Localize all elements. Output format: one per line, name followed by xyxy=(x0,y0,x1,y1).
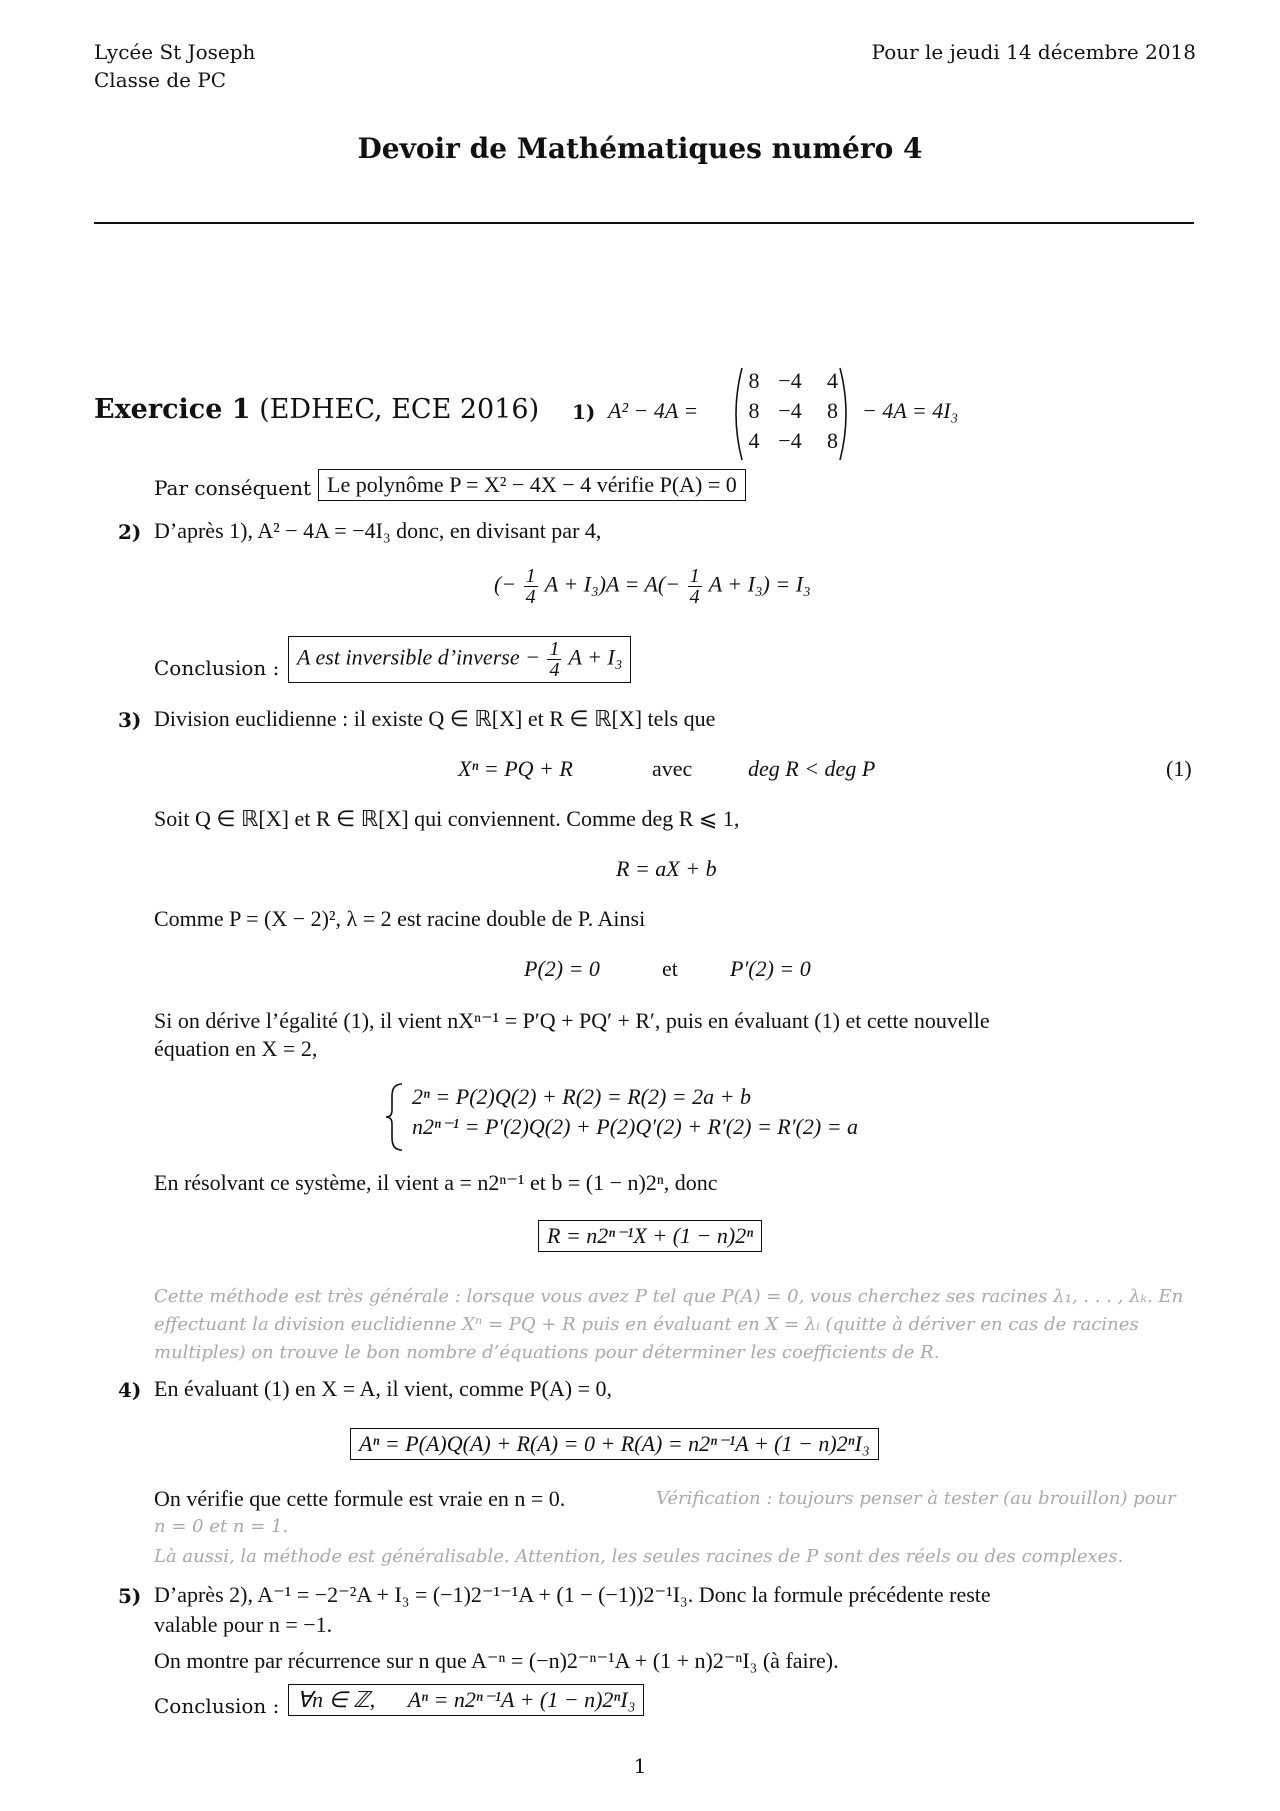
q1-conclude-label: Par conséquent xyxy=(154,476,312,500)
q5-number: 5) xyxy=(118,1584,142,1608)
frac-denominator: 4 xyxy=(549,659,560,681)
exercise-source: (EDHEC, ECE 2016) xyxy=(259,394,540,425)
page-title: Devoir de Mathématiques numéro 4 xyxy=(357,132,923,165)
q4-verif-note1: Vérification : toujours penser à tester (au brouillon) pour xyxy=(656,1488,1176,1509)
q5-line1: D’après 2), A⁻¹ = −2⁻²A + I₃ = (−1)2⁻¹⁻¹A + (1 − (−1))2⁻¹I₃. Donc la formule précédente reste xyxy=(154,1582,991,1607)
q3-derive-line2: équation en X = 2, xyxy=(154,1036,318,1061)
q3-avec: avec xyxy=(652,756,693,781)
q5-conclusion-label: Conclusion : xyxy=(154,1694,280,1718)
q5-line3: On montre par récurrence sur n que A⁻ⁿ = (−n)2⁻ⁿ⁻¹A + (1 + n)2⁻ⁿI₃ (à faire). xyxy=(154,1648,839,1673)
matrix-cell: −4 xyxy=(778,368,802,393)
exercise-heading xyxy=(94,394,539,425)
q4-generalisation-note: Là aussi, la méthode est généralisable. Attention, les seules racines de P sont des réels ou des complexes. xyxy=(154,1546,1124,1567)
q3-deg: deg R < deg P xyxy=(748,756,876,781)
matrix-cell: −4 xyxy=(778,428,802,453)
system-line2: n2ⁿ⁻¹ = P′(2)Q(2) + P(2)Q′(2) + R′(2) = R′(2) = a xyxy=(412,1114,859,1139)
q2-result-box xyxy=(288,636,631,683)
q2-box-part: A + I₃ xyxy=(568,644,623,670)
frac-numerator: 1 xyxy=(689,565,700,587)
q3-soit: Soit Q ∈ ℝ[X] et R ∈ ℝ[X] qui conviennent. Comme deg R ⩽ 1, xyxy=(154,806,740,831)
method-note-line1: Cette méthode est très générale : lorsque vous avez P tel que P(A) = 0, vous cherchez ses racines λ₁, . . . , λₖ. En xyxy=(154,1286,1184,1307)
matrix-cell: 8 xyxy=(827,398,838,423)
q3-resolve: En résolvant ce système, il vient a = n2ⁿ⁻¹ et b = (1 − n)2ⁿ, donc xyxy=(154,1170,718,1195)
q3-result-box: R = n2ⁿ⁻¹X + (1 − n)2ⁿ xyxy=(538,1220,762,1252)
title-rule xyxy=(94,222,1194,224)
frac-numerator: 1 xyxy=(549,638,560,660)
q4-verif-note2: n = 0 et n = 1. xyxy=(154,1516,289,1537)
system-line1: 2ⁿ = P(2)Q(2) + R(2) = R(2) = 2a + b xyxy=(412,1084,751,1109)
q3-text: Division euclidienne : il existe Q ∈ ℝ[X] et R ∈ ℝ[X] tels que xyxy=(154,706,716,731)
q4-text: En évaluant (1) en X = A, il vient, comme P(A) = 0, xyxy=(154,1376,612,1401)
q4-number: 4) xyxy=(118,1378,142,1402)
q3-pp2: P′(2) = 0 xyxy=(730,956,811,981)
q2-box-part: A est inversible d’inverse − xyxy=(297,644,540,670)
q2-equation xyxy=(494,566,811,607)
page-number: 1 xyxy=(633,1754,647,1778)
q3-number: 3) xyxy=(118,708,142,732)
q1-number: 1) xyxy=(572,400,596,424)
q4-result-box: Aⁿ = P(A)Q(A) + R(A) = 0 + R(A) = n2ⁿ⁻¹A + (1 − n)2ⁿI₃ xyxy=(350,1428,879,1460)
q2-text: D’après 1), A² − 4A = −4I₃ donc, en divisant par 4, xyxy=(154,518,602,543)
matrix-cell: 4 xyxy=(827,368,838,393)
q5-line2: valable pour n = −1. xyxy=(154,1612,333,1637)
school-name: Lycée St Joseph xyxy=(94,40,256,64)
matrix-cell: −4 xyxy=(778,398,802,423)
q2-eq-part: (− xyxy=(494,571,517,597)
q3-equation-tag: (1) xyxy=(1166,756,1192,781)
q2-number: 2) xyxy=(118,520,142,544)
frac-numerator: 1 xyxy=(525,565,536,587)
matrix-cell: 8 xyxy=(748,368,760,393)
class-name: Classe de PC xyxy=(94,68,227,92)
q3-derive-line1: Si on dérive l’égalité (1), il vient nXⁿ⁻¹ = P′Q + PQ′ + R′, puis en évaluant (1) et cette nouvelle xyxy=(154,1008,990,1033)
q2-eq-part: A + I₃) = I₃ xyxy=(708,571,811,597)
exercise-title: Exercice 1 xyxy=(94,394,251,425)
q5-result-box: ∀n ∈ ℤ, Aⁿ = n2ⁿ⁻¹A + (1 − n)2ⁿI₃ xyxy=(288,1684,644,1716)
q2-conclusion-label: Conclusion : xyxy=(154,656,280,680)
q1-lhs: A² − 4A = xyxy=(608,398,699,423)
matrix-cell: 8 xyxy=(827,428,838,453)
system-brace xyxy=(384,1082,406,1152)
frac-denominator: 4 xyxy=(525,586,536,608)
matrix xyxy=(728,366,854,462)
q3-eq1: Xⁿ = PQ + R xyxy=(458,756,573,781)
fraction xyxy=(524,566,538,607)
q3-comme: Comme P = (X − 2)², λ = 2 est racine double de P. Ainsi xyxy=(154,906,646,931)
matrix-cell: 4 xyxy=(748,428,760,453)
q3-et: et xyxy=(662,956,678,981)
frac-denominator: 4 xyxy=(689,586,700,608)
method-note-line3: multiples) on trouve le bon nombre d’équations pour déterminer les coefficients de R. xyxy=(154,1342,940,1363)
method-note-line2: effectuant la division euclidienne Xⁿ = PQ + R puis en évaluant en X = λᵢ (quitte à dériver en cas de racines xyxy=(154,1314,1139,1335)
q4-verification: On vérifie que cette formule est vraie en n = 0. xyxy=(154,1486,566,1511)
q1-rhs: − 4A = 4I₃ xyxy=(862,398,959,423)
q3-R: R = aX + b xyxy=(616,856,717,881)
due-date: Pour le jeudi 14 décembre 2018 xyxy=(871,40,1196,64)
fraction xyxy=(688,566,702,607)
q2-eq-part: A + I₃)A = A(− xyxy=(544,571,681,597)
q1-result-box: Le polynôme P = X² − 4X − 4 vérifie P(A) = 0 xyxy=(318,469,746,501)
matrix-cell: 8 xyxy=(748,398,760,423)
fraction xyxy=(547,639,561,680)
q3-p2: P(2) = 0 xyxy=(524,956,600,981)
